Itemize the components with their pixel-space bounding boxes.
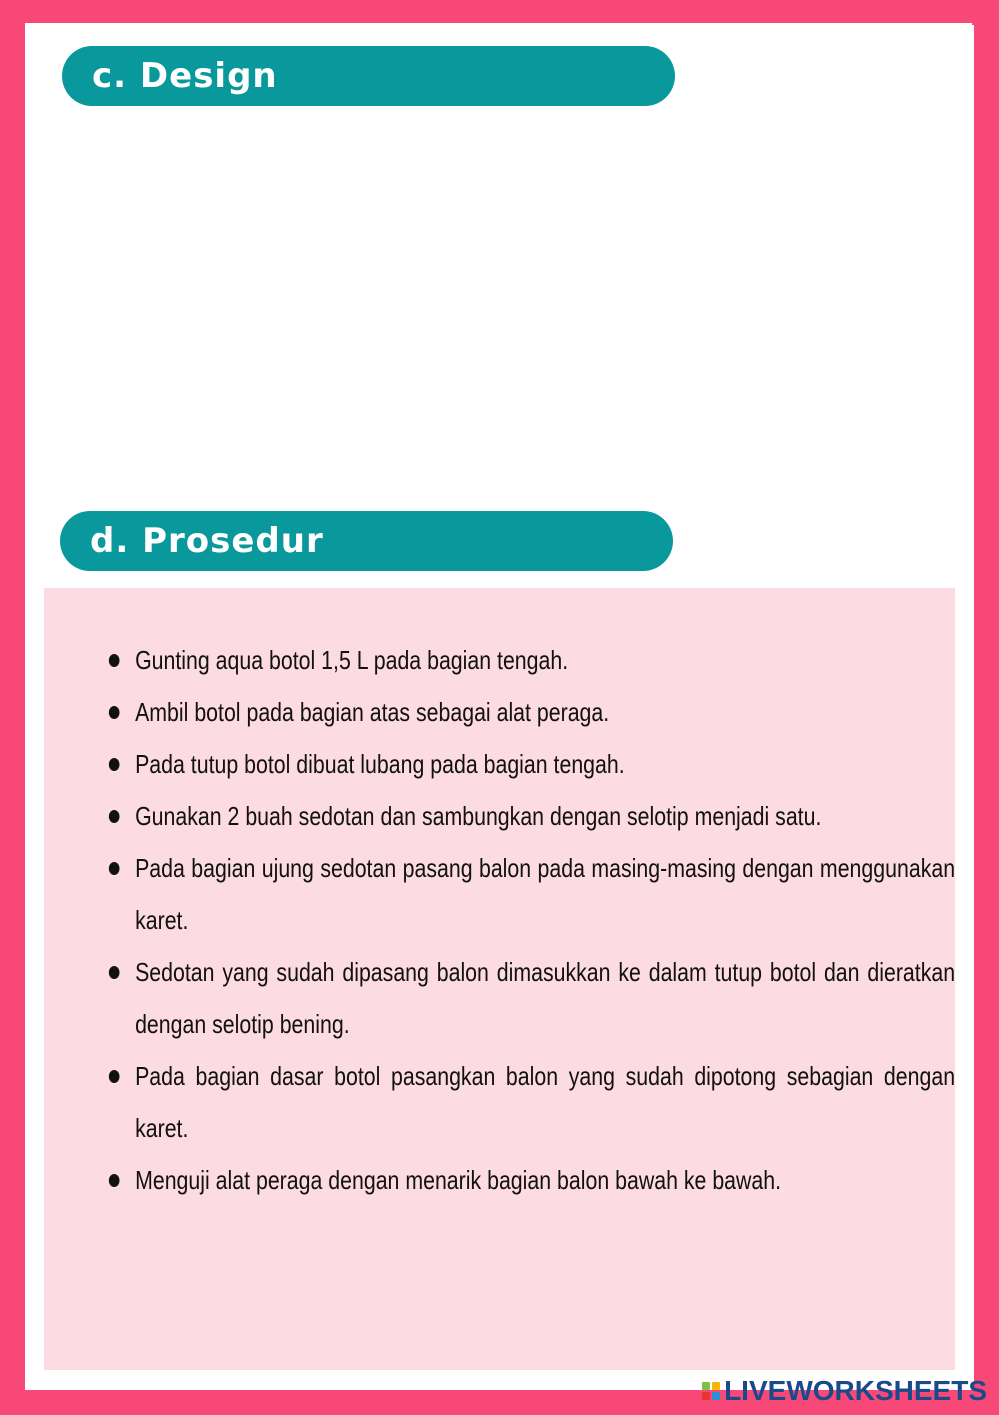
liveworksheets-logo-icon bbox=[702, 1382, 720, 1400]
procedure-step: Menguji alat peraga dengan menarik bagian balon bawah ke bawah. bbox=[99, 1154, 955, 1206]
bullet-icon bbox=[109, 1174, 120, 1187]
section-title-design: c. Design bbox=[92, 56, 278, 96]
section-header-design bbox=[62, 46, 675, 106]
brand-watermark bbox=[702, 1375, 987, 1407]
procedure-step: Pada bagian dasar botol pasangkan balon yang sudah dipotong sebagian dengan karet. bbox=[99, 1050, 955, 1154]
bullet-icon bbox=[109, 862, 120, 875]
procedure-list bbox=[99, 634, 956, 1206]
section-title-prosedur: d. Prosedur bbox=[90, 521, 324, 561]
procedure-step: Gunting aqua botol 1,5 L pada bagian tengah. bbox=[99, 634, 955, 686]
section-header-prosedur bbox=[60, 511, 673, 571]
procedure-step: Pada bagian ujung sedotan pasang balon pada masing-masing dengan menggunakan karet. bbox=[99, 842, 955, 946]
procedure-step: Gunakan 2 buah sedotan dan sambungkan dengan selotip menjadi satu. bbox=[99, 790, 955, 842]
procedure-step: Ambil botol pada bagian atas sebagai alat peraga. bbox=[99, 686, 955, 738]
brand-name: LIVEWORKSHEETS bbox=[724, 1375, 987, 1406]
bullet-icon bbox=[109, 706, 120, 719]
bullet-icon bbox=[109, 1070, 120, 1083]
bullet-icon bbox=[109, 758, 120, 771]
procedure-step: Pada tutup botol dibuat lubang pada bagian tengah. bbox=[99, 738, 955, 790]
procedure-step: Sedotan yang sudah dipasang balon dimasukkan ke dalam tutup botol dan dieratkan dengan selotip bening. bbox=[99, 946, 955, 1050]
bullet-icon bbox=[109, 810, 120, 823]
bullet-icon bbox=[109, 966, 120, 979]
design-area bbox=[44, 118, 955, 498]
bullet-icon bbox=[109, 654, 120, 667]
